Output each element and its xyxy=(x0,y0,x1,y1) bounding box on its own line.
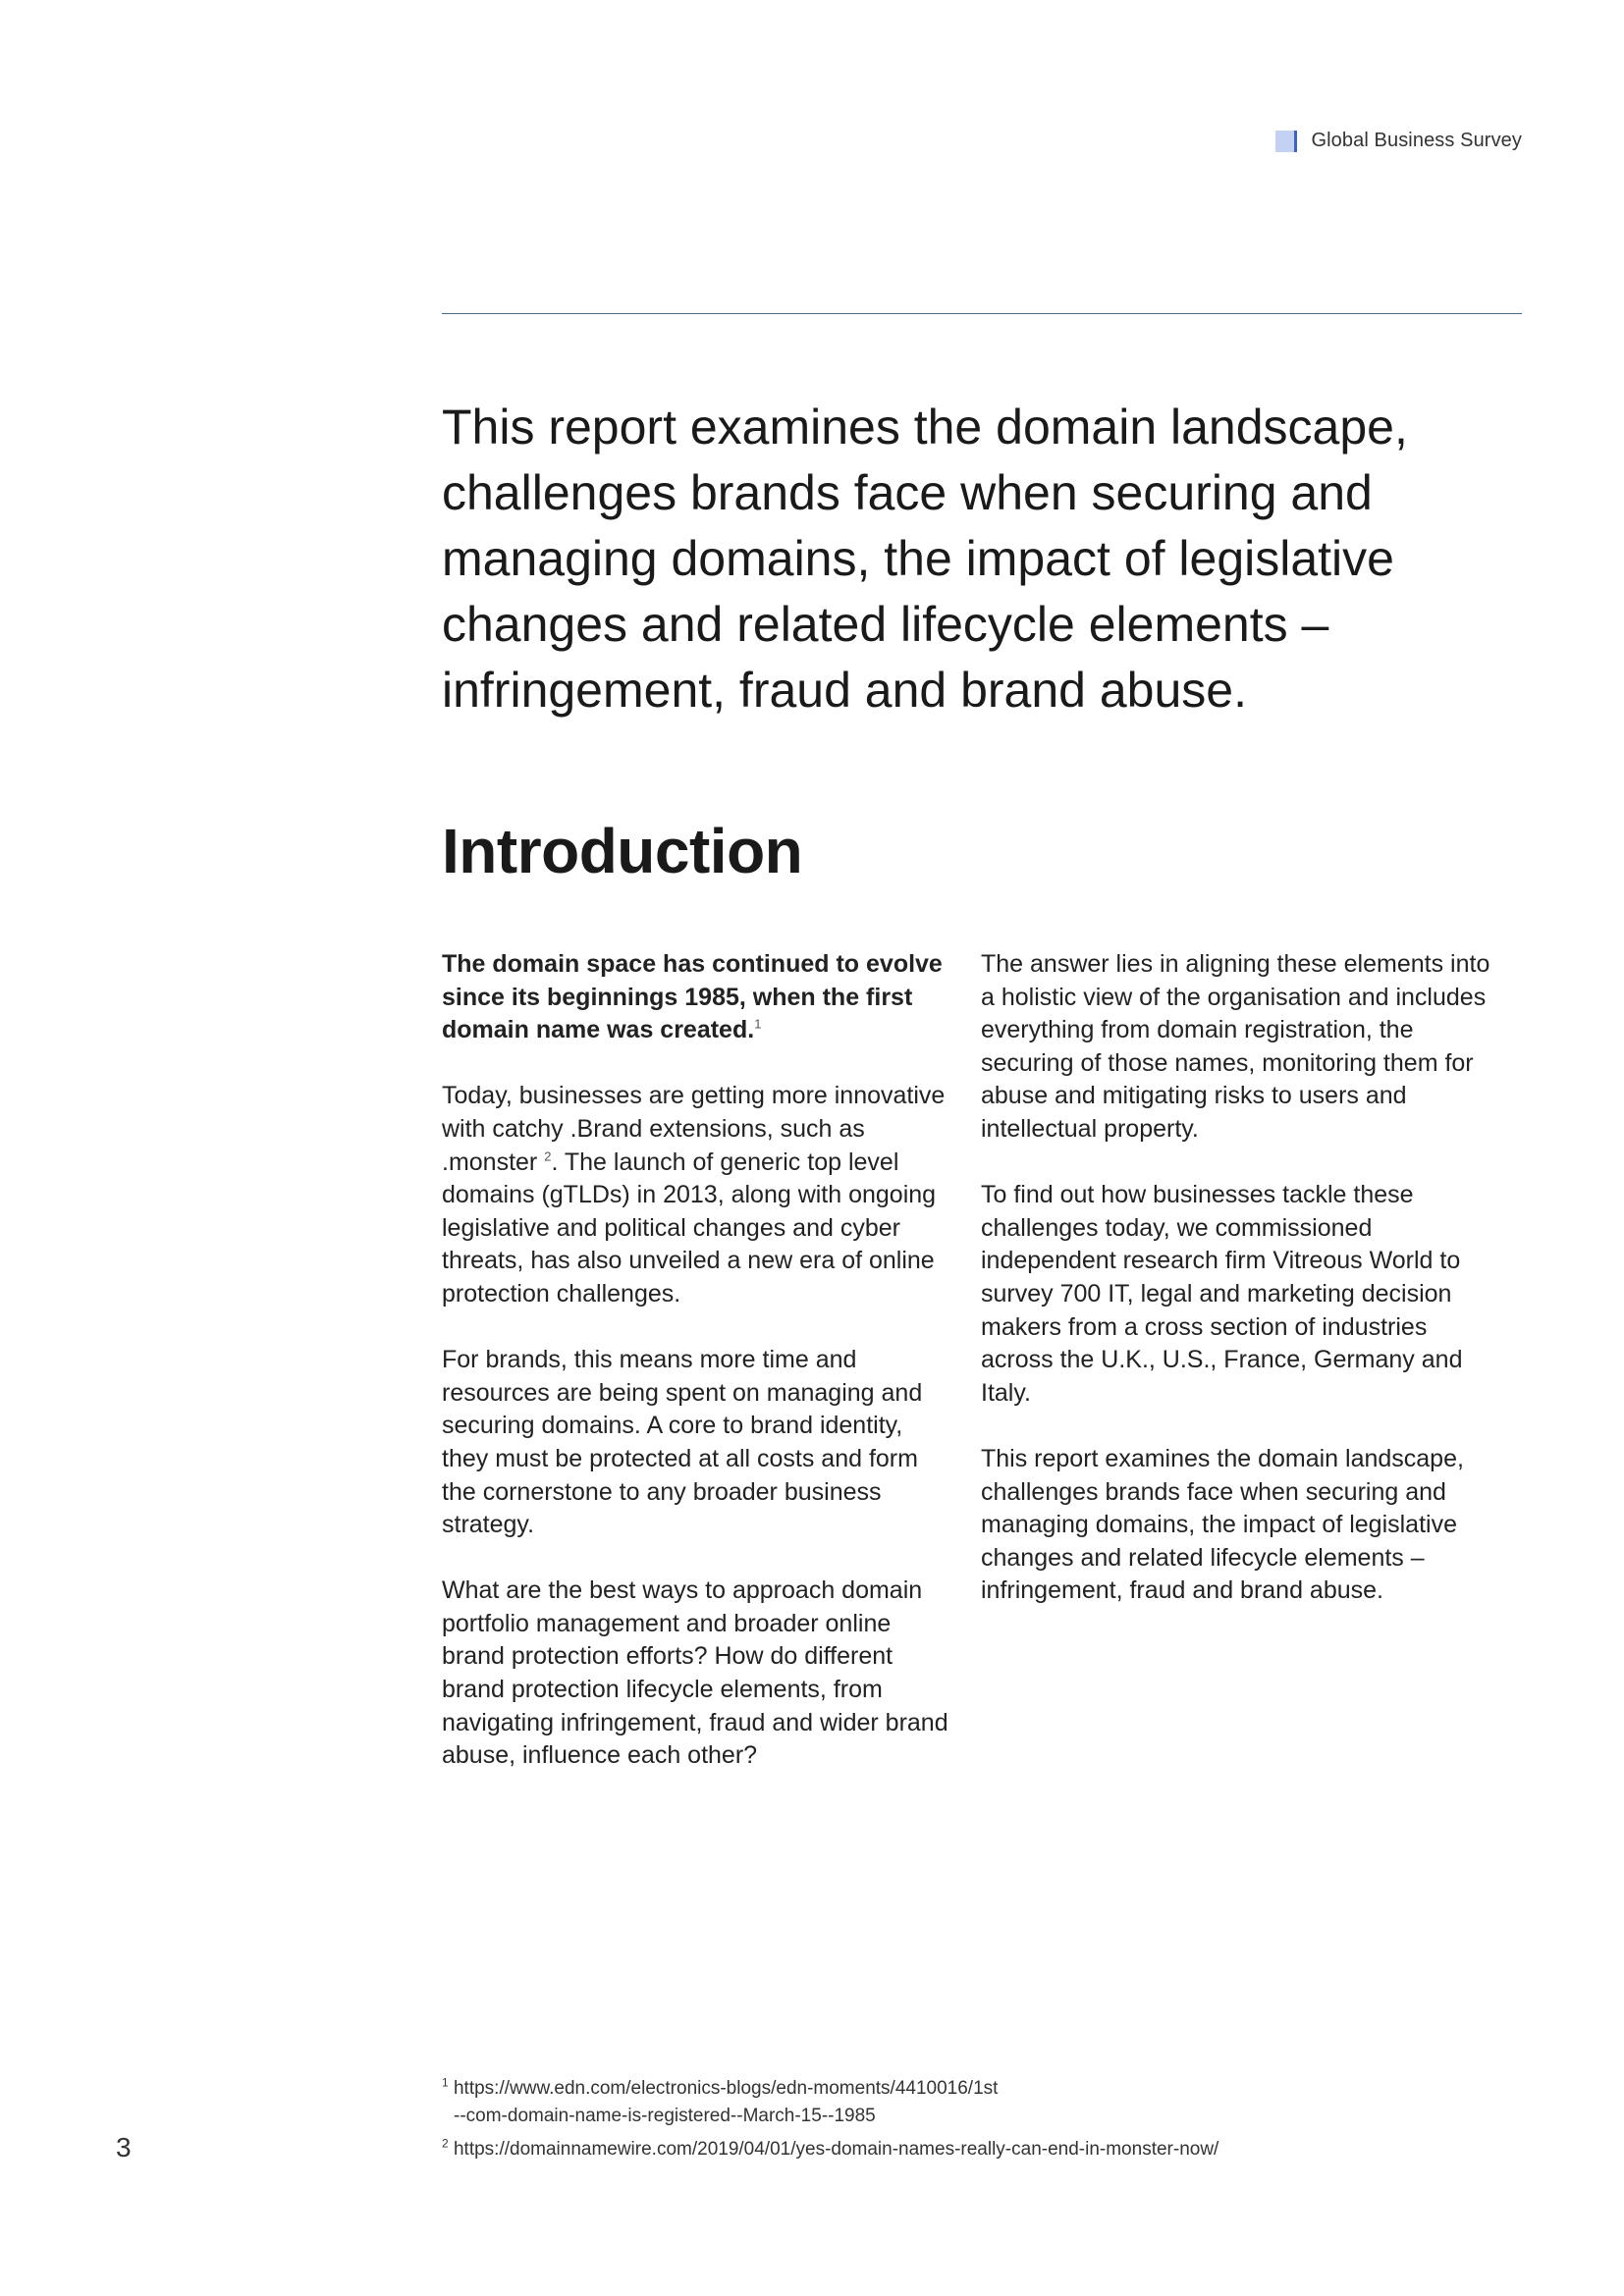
section-heading: Introduction xyxy=(442,816,803,886)
footnote-number: 1 xyxy=(442,2075,449,2090)
page-header xyxy=(1275,130,1522,152)
footnote-link-2[interactable]: https://domainnamewire.com/2019/04/01/yes-domain-names-really-can-end-in-monster-now/ xyxy=(453,2139,1219,2160)
paragraph-answer: The answer lies in aligning these elements into a holistic view of the organisation and includes everything from domain registration, the securing of those names, monitoring them for abuse and mitigating risks to users and intellectual property. xyxy=(981,950,1490,1143)
footnote-number: 2 xyxy=(442,2136,449,2151)
intro-bold-text: The domain space has continued to evolve since its beginnings 1985, when the first domain name was created. xyxy=(442,950,943,1044)
footnotes xyxy=(442,2075,1571,2169)
footnote-1 xyxy=(442,2075,1571,2130)
intro-bold-paragraph xyxy=(442,948,952,1047)
left-column xyxy=(442,948,952,1805)
footnote-ref-1[interactable]: 1 xyxy=(754,1016,762,1032)
header-title: Global Business Survey xyxy=(1311,130,1522,151)
paragraph-text: Today, businesses are getting more innovative with catchy .Brand extensions, such as .monster xyxy=(442,1082,946,1176)
footnote-link-1[interactable]: https://www.edn.com/electronics-blogs/edn-moments/4410016/1st xyxy=(453,2078,999,2099)
footnote-ref-2[interactable]: 2 xyxy=(544,1148,552,1164)
paragraph-brands-resources: For brands, this means more time and resources are being spent on managing and securing domains. A core to brand identity, they must be protected at all costs and form the cornerstone to any broader business strategy. xyxy=(442,1346,923,1539)
header-square-icon xyxy=(1275,131,1297,152)
paragraph-report-summary: This report examines the domain landscape, challenges brands face when securing and managing domains, the impact of legislative changes and related lifecycle elements – infringement, fraud and brand abuse. xyxy=(981,1444,1464,1605)
paragraph-research: To find out how businesses tackle these challenges today, we commissioned independent research firm Vitreous World to survey 700 IT, legal and marketing decision makers from a cross section of industries across the U.K., U.S., France, Germany and Italy. xyxy=(981,1181,1463,1407)
paragraph-brand-extensions xyxy=(442,1080,952,1310)
header-divider xyxy=(442,313,1522,314)
right-column xyxy=(981,948,1501,1640)
lead-statement: This report examines the domain landscape, challenges brands face when securing and managing domains, the impact of legislative changes and related lifecycle elements – infringement, fraud and brand abuse. xyxy=(442,400,1408,718)
paragraph-best-ways: What are the best ways to approach domain portfolio management and broader online brand protection efforts? How do different brand protection lifecycle elements, from navigating infringement, fraud and wider brand abuse, influence each other? xyxy=(442,1576,948,1770)
footnote-link-1-continued[interactable]: --com-domain-name-is-registered--March-15--1985 xyxy=(454,2106,876,2126)
footnote-2 xyxy=(442,2136,1571,2163)
page-number: 3 xyxy=(116,2132,132,2163)
paragraph-text: . The launch of generic top level domains (gTLDs) in 2013, along with ongoing legislative and political changes and cyber threats, has also unveiled a new era of online protection challenges. xyxy=(442,1148,937,1308)
